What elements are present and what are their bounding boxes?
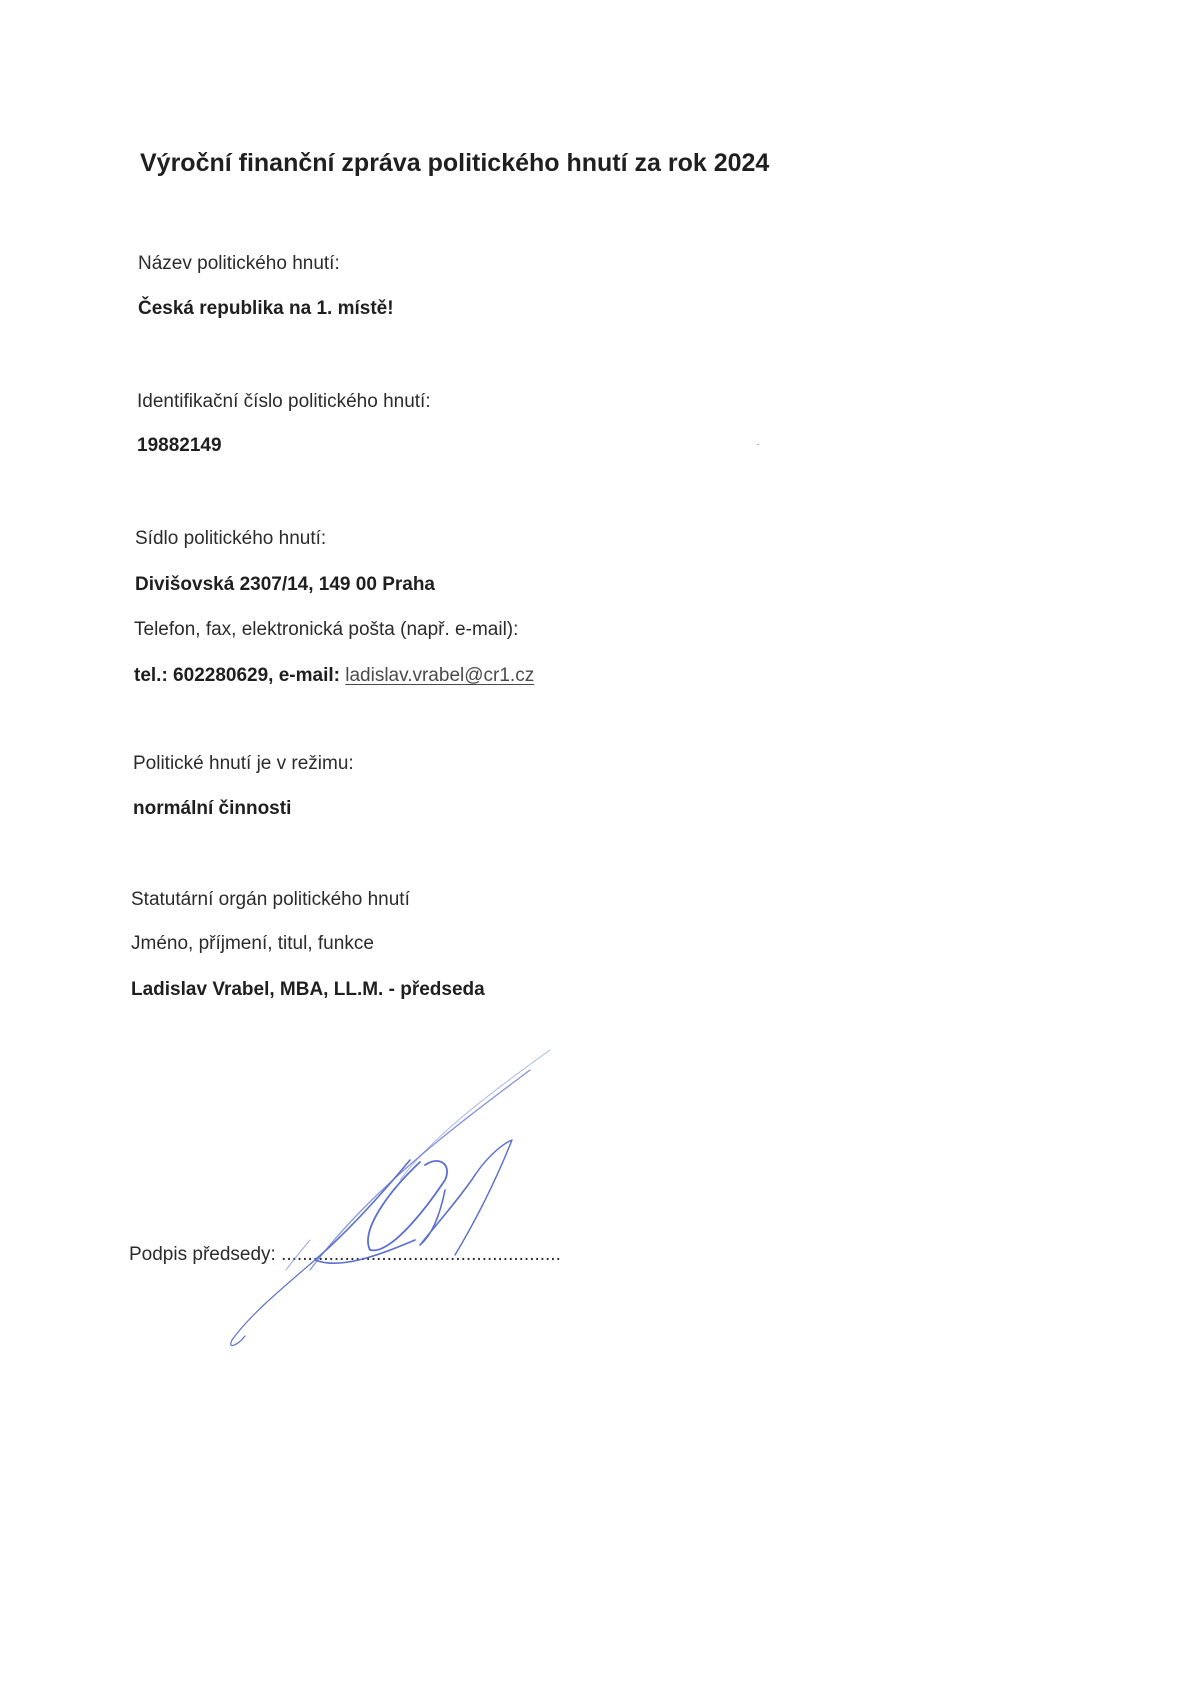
signature-image	[200, 1040, 620, 1360]
scan-speck	[757, 444, 759, 445]
id-number-value: 19882149	[137, 435, 222, 456]
regime-value: normální činnosti	[133, 798, 292, 819]
seat-label: Sídlo politického hnutí:	[135, 528, 327, 549]
contact-label: Telefon, fax, elektronická pošta (např. e-mail):	[134, 619, 519, 640]
contact-value	[134, 664, 534, 688]
id-number-label: Identifikační číslo politického hnutí:	[137, 391, 431, 412]
seat-value: Divišovská 2307/14, 149 00 Praha	[135, 574, 436, 595]
contact-email-link[interactable]: ladislav.vrabel@cr1.cz	[345, 665, 535, 686]
movement-name-value: Česká republika na 1. místě!	[138, 298, 394, 319]
person-fields-label: Jméno, příjmení, titul, funkce	[131, 933, 374, 954]
signature-label: Podpis předsedy: .....................................................	[129, 1244, 561, 1265]
statutory-body-label: Statutární orgán politického hnutí	[131, 889, 410, 910]
movement-name-label: Název politického hnutí:	[138, 253, 340, 274]
regime-label: Politické hnutí je v režimu:	[133, 753, 354, 774]
chairman-value: Ladislav Vrabel, MBA, LL.M. - předseda	[131, 979, 485, 1000]
contact-phone-text: tel.: 602280629, e-mail:	[134, 665, 346, 686]
document-title: Výroční finanční zpráva politického hnutí za rok 2024	[140, 149, 770, 177]
